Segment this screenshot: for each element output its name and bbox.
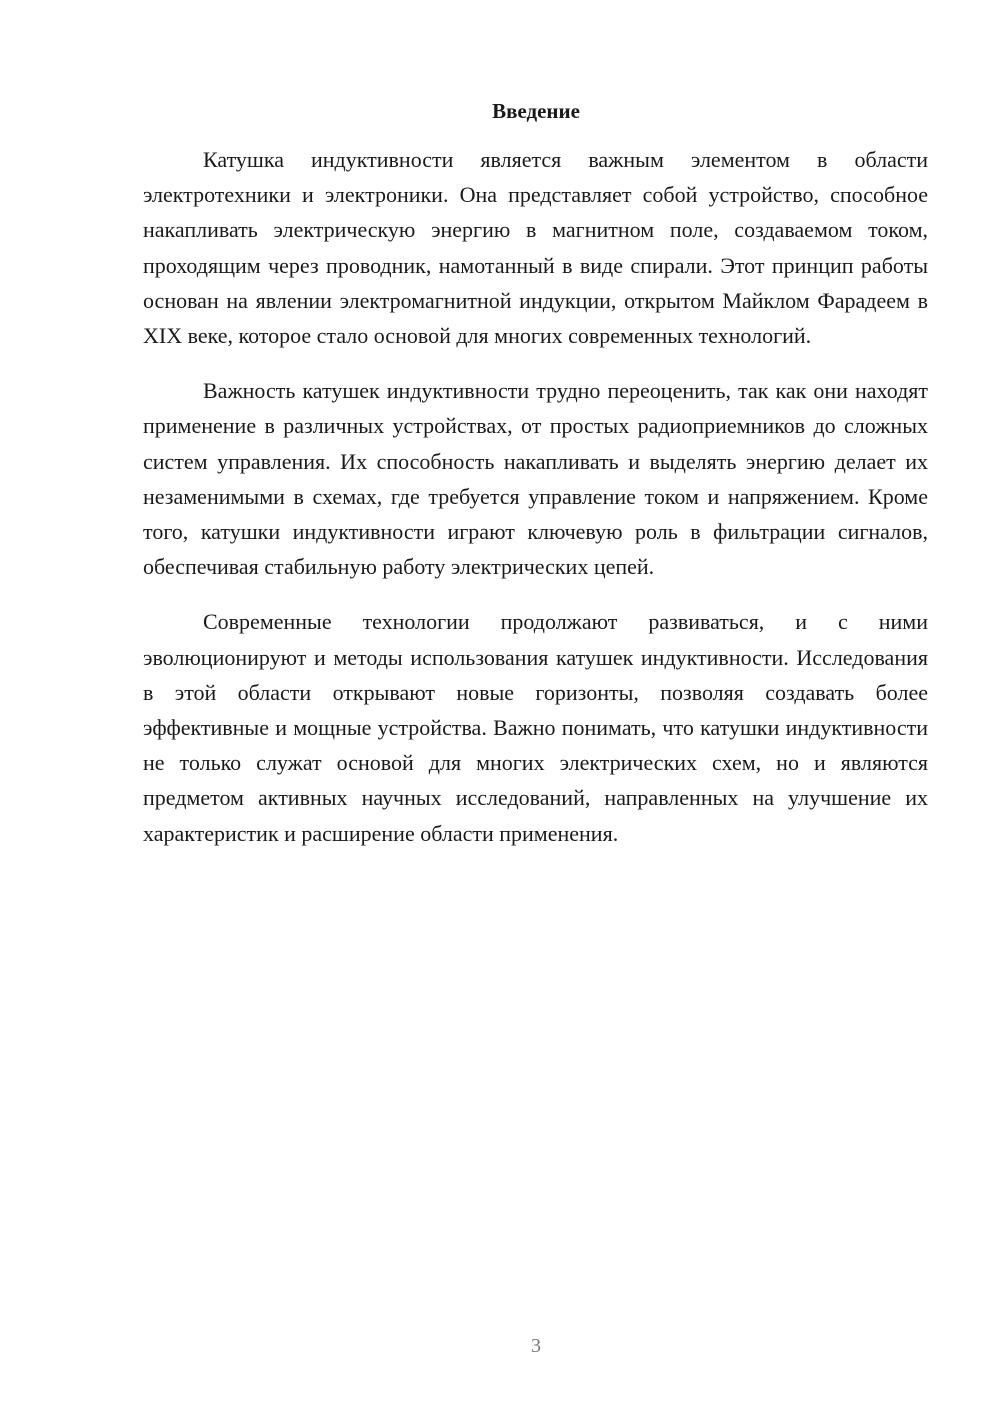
- paragraph-1: Катушка индуктивности является важным элементом в области электротехники и электроники. Она представляет собой устройство, способное накапливать электрическую энергию в магнитном поле, создаваемом током, проходящим через проводник, намотанный в виде спирали. Этот принцип работы основан на явлении электромагнитной индукции, открытом Майклом Фарадеем в XIX веке, которое стало основой для многих современных технологий.: [143, 147, 928, 349]
- section-heading: Введение: [492, 99, 580, 123]
- paragraph-2: Важность катушек индуктивности трудно переоценить, так как они находят применение в различных устройствах, от простых радиоприемников до сложных систем управления. Их способность накапливать и выделять энергию делает их незаменимыми в схемах, где требуется управление током и напряжением. Кроме того, катушки индуктивности играют ключевую роль в фильтрации сигналов, обеспечивая стабильную работу электрических цепей.: [143, 378, 928, 580]
- body-text: [143, 142, 928, 871]
- paragraph-3: Современные технологии продолжают развиваться, и с ними эволюционируют и методы использования катушек индуктивности. Исследования в этой области открывают новые горизонты, позволяя создавать более эффективные и мощные устройства. Важно понимать, что катушки индуктивности не только служат основой для многих электрических схем, но и являются предметом активных научных исследований, направленных на улучшение их характеристик и расширение области применения.: [143, 609, 928, 846]
- page-number: 3: [531, 1335, 541, 1357]
